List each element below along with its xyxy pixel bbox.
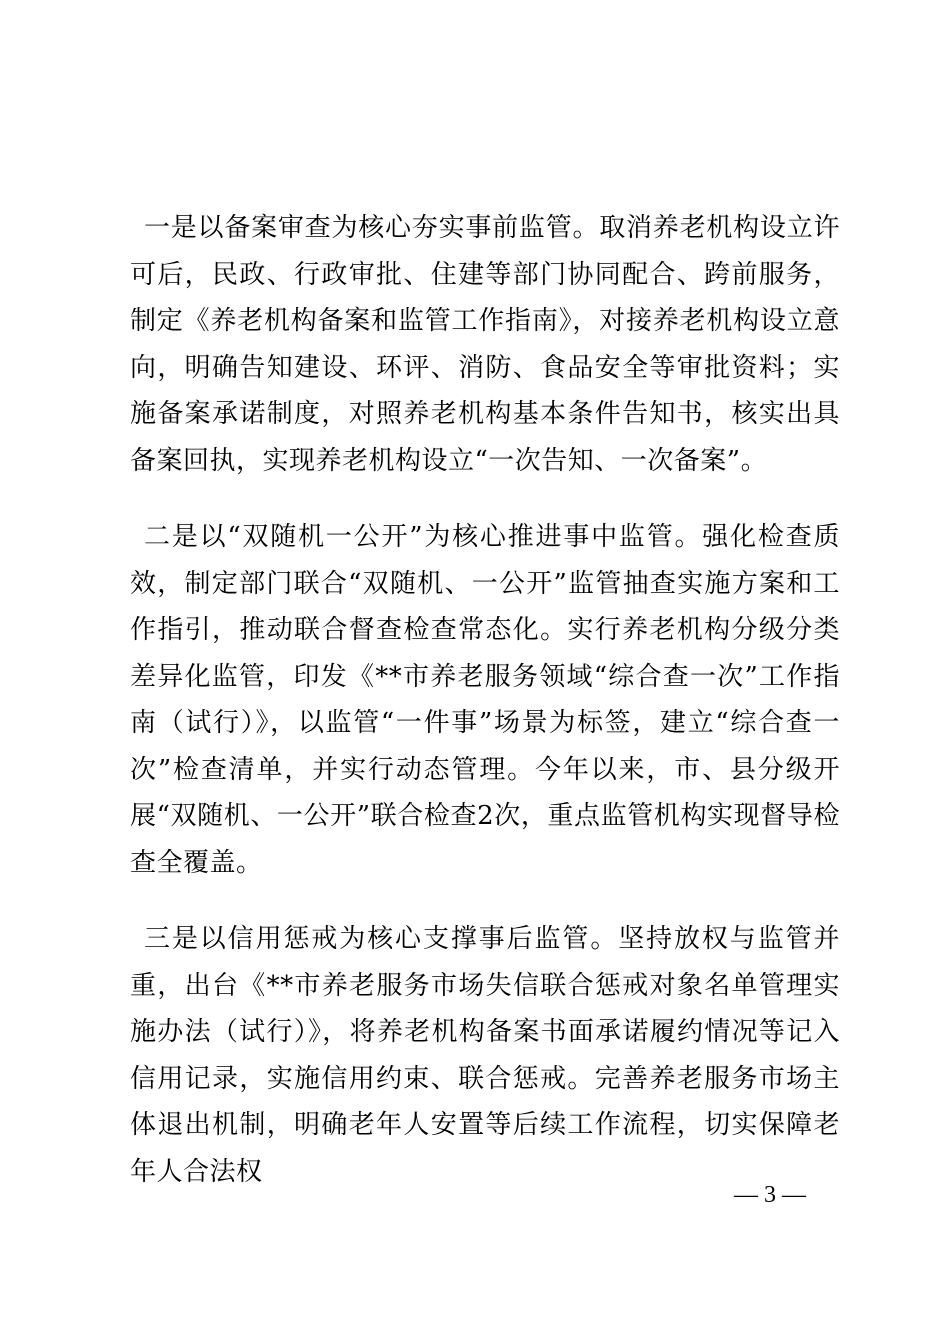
paragraph-pre-supervision: 一是以备案审查为核心夯实事前监管。取消养老机构设立许可后，民政、行政审批、住建等部门协同配合、跨前服务，制定《养老机构备案和监管工作指南》，对接养老机构设立意向，明确告知建设、环评、消防、食品安全等审批资料；实施备案承诺制度，对照养老机构基本条件告知书，核实出具备案回执，实现养老机构设立“一次告知、一次备案”。 — [130, 213, 840, 476]
paragraph-post-supervision: 三是以信用惩戒为核心支撑事后监管。坚持放权与监管并重，出台《**市养老服务市场失信联合惩戒对象名单管理实施办法（试行）》，将养老机构备案书面承诺履约情况等记入信用记录，实施信用约束、联合惩戒。完善养老服务市场主体退出机制，明确老年人安置等后续工作流程，切实保障老年人合法权 — [130, 924, 840, 1187]
paragraph-mid-supervision: 二是以“双随机一公开”为核心推进事中监管。强化检查质效，制定部门联合“双随机、一公开”监管抽查实施方案和工作指引，推动联合督查检查常态化。实行养老机构分级分类差异化监管，印发《**市养老服务领域“综合查一次”工作指南（试行）》，以监管“一件事”场景为标签，建立“综合查一次”检查清单，并实行动态管理。今年以来，市、县分级开展“双随机、一公开”联合检查2次，重点监管机构实现督导检查全覆盖。 — [130, 522, 840, 878]
page-number: — 3 — — [734, 1182, 806, 1208]
